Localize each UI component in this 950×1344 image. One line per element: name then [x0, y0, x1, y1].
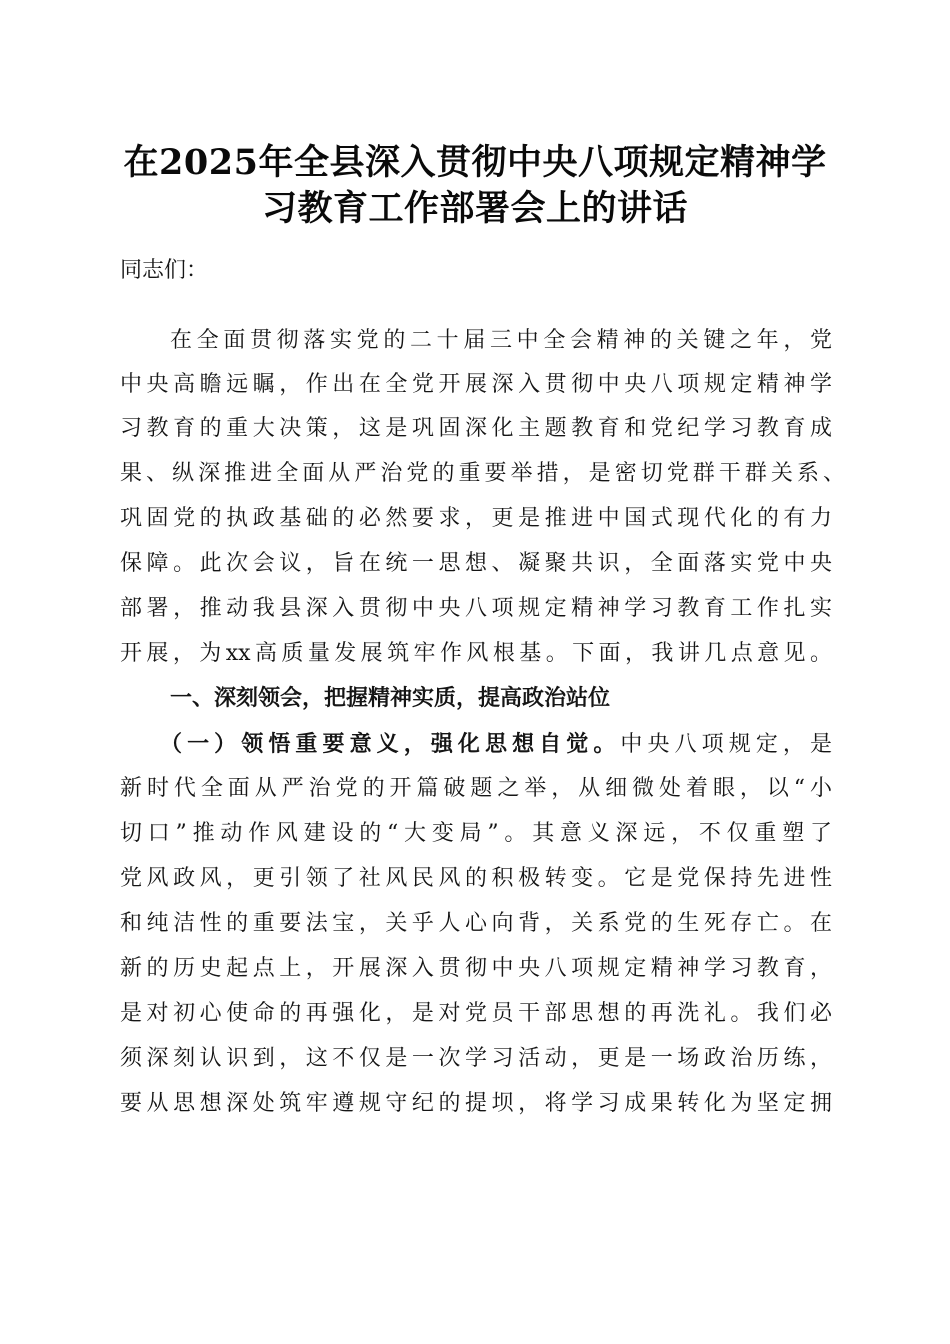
subsection-1-line-4: 党风政风，更引领了社风民风的积极转变。它是党保持先进性	[120, 866, 832, 891]
subsection-1-line-8: 须深刻认识到，这不仅是一次学习活动，更是一场政治历练，	[120, 1046, 832, 1071]
subsection-1-line-3: 切口”推动作风建设的“大变局”。其意义深远，不仅重塑了	[120, 821, 832, 846]
subsection-1-first-line	[160, 729, 832, 760]
salutation: 同志们：	[120, 258, 209, 283]
subsection-1-lead: （一）领悟重要意义，强化思想自觉。	[160, 731, 621, 757]
subsection-1-line-9: 要从思想深处筑牢遵规守纪的提坝，将学习成果转化为坚定拥	[120, 1091, 832, 1116]
paragraph-1-line-5: 巩固党的执政基础的必然要求，更是推进中国式现代化的有力	[120, 506, 832, 531]
subsection-1-line-7: 是对初心使命的再强化，是对党员干部思想的再洗礼。我们必	[120, 1001, 832, 1026]
paragraph-1-line-3: 习教育的重大决策，这是巩固深化主题教育和党纪学习教育成	[120, 416, 832, 441]
paragraph-1-line-8: 开展，为xx高质量发展筑牢作风根基。下面，我讲几点意见。	[120, 641, 832, 666]
paragraph-1-line-6: 保障。此次会议，旨在统一思想、凝聚共识，全面落实党中央	[120, 551, 832, 576]
subsection-1-line-2: 新时代全面从严治党的开篇破题之举，从细微处着眼，以“小	[120, 776, 832, 801]
paragraph-1-line-7: 部署，推动我县深入贯彻中央八项规定精神学习教育工作扎实	[120, 596, 832, 621]
paragraph-1-line-4: 果、纵深推进全面从严治党的重要举措，是密切党群干群关系、	[120, 461, 845, 486]
document-title-line-2: 习教育工作部署会上的讲话	[261, 188, 688, 229]
subsection-1-line-6: 新的历史起点上，开展深入贯彻中央八项规定精神学习教育，	[120, 956, 832, 981]
subsection-1-line-5: 和纯洁性的重要法宝，关乎人心向背，关系党的生死存亡。在	[120, 911, 832, 936]
document-title-line-1: 在2025年全县深入贯彻中央八项规定精神学	[123, 142, 827, 183]
paragraph-1-line-1: 在全面贯彻落实党的二十届三中全会精神的关键之年，党	[170, 328, 832, 353]
paragraph-1-line-2: 中央高瞻远瞩，作出在全党开展深入贯彻中央八项规定精神学	[120, 372, 832, 397]
section-1-heading: 一、深刻领会，把握精神实质，提高政治站位	[170, 686, 611, 711]
subsection-1-first-line-rest: 中央八项规定，是	[620, 732, 832, 757]
